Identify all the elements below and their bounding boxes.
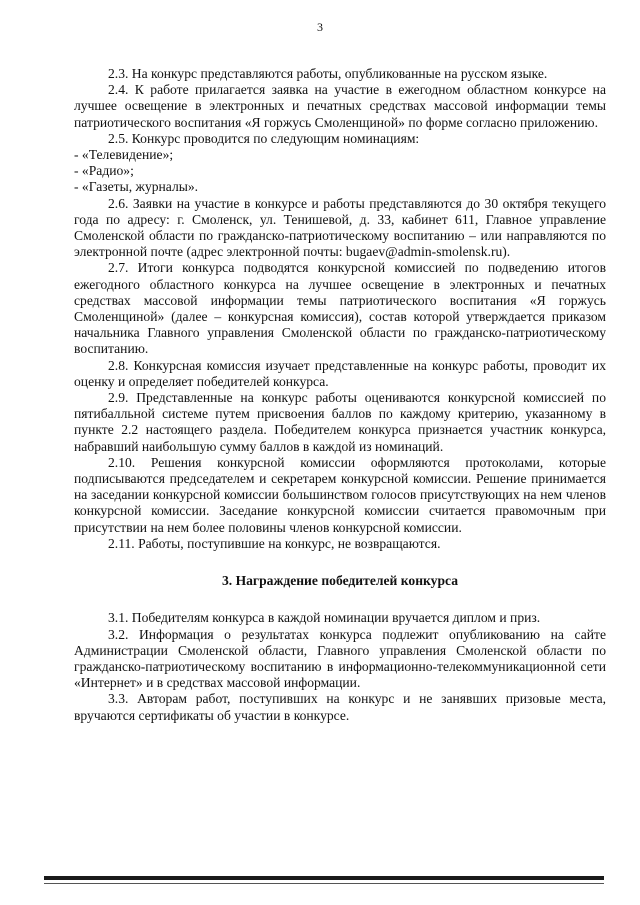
paragraph-2-6: 2.6. Заявки на участие в конкурсе и работы представляются до 30 октября текущего года по адресу: г. Смоленск, ул. Тенишевой, д. 33, кабинет 611, Главное управление Смоленской области по гражданско-патриотическому воспитанию – или направляются по электронной почте (адрес электронной почты: bugaev@admin-smolensk.ru). bbox=[74, 195, 606, 260]
paragraph-2-11: 2.11. Работы, поступившие на конкурс, не возвращаются. bbox=[108, 535, 441, 551]
paragraph-3-1: 3.1. Победителям конкурса в каждой номинации вручается диплом и приз. bbox=[108, 610, 541, 626]
paragraph-2-7: 2.7. Итоги конкурса подводятся конкурсной комиссией по подведению итогов ежегодного областного конкурса на лучшее освещение в электронных и печатных средствах массовой информации темы патриотического воспитания «Я горжусь Смоленщиной» (далее – конкурсная комиссия), состав которой утверждается приказом начальника Главного управления Смоленской области по гражданско-патриотическому воспитанию. bbox=[74, 260, 606, 357]
paragraph-2-3: 2.3. На конкурс представляются работы, опубликованные на русском языке. bbox=[108, 66, 548, 81]
paragraph-2-4: 2.4. К работе прилагается заявка на участие в ежегодном областном конкурсе на лучшее освещение в электронных и печатных средствах массовой информации темы патриотического воспитания «Я горжусь Смоленщиной» по форме согласно приложению. bbox=[74, 82, 606, 130]
paragraph-2-9: 2.9. Представленные на конкурс работы оцениваются конкурсной комиссией по пятибалльной системе путем присвоения баллов по каждому критерию, указанному в пункте 2.2 настоящего раздела. Победителем конкурса признается участник конкурса, набравший наибольшую сумму баллов в каждой из номинаций. bbox=[74, 390, 606, 454]
scan-bottom-edge-line bbox=[44, 883, 604, 884]
document-body bbox=[74, 66, 606, 724]
nomination-item: - «Газеты, журналы». bbox=[74, 179, 199, 195]
paragraph-3-3: 3.3. Авторам работ, поступивших на конкурс и не занявших призовые места, вручаются сертификаты об участии в конкурсе. bbox=[74, 691, 606, 723]
nomination-item: - «Телевидение»; bbox=[74, 147, 174, 163]
nomination-item: - «Радио»; bbox=[74, 163, 134, 179]
paragraph-2-5: 2.5. Конкурс проводится по следующим номинациям: bbox=[108, 130, 420, 146]
paragraph-2-8: 2.8. Конкурсная комиссия изучает представленные на конкурс работы, проводит их оценку и определяет победителей конкурса. bbox=[74, 357, 606, 389]
section-3-heading: 3. Награждение победителей конкурса bbox=[221, 573, 459, 589]
paragraph-2-10: 2.10. Решения конкурсной комиссии оформляются протоколами, которые подписываются председателем и секретарем конкурсной комиссии. Решение принимается на заседании конкурсной комиссии большинством голосов присутствующих на нем членов конкурсной комиссии. Заседание конкурсной комиссии считается правомочным при присутствии на нем более половины членов конкурсной комиссии. bbox=[74, 454, 606, 535]
scan-bottom-edge bbox=[44, 876, 604, 880]
paragraph-3-2: 3.2. Информация о результатах конкурса подлежит опубликованию на сайте Администрации Смоленской области, Главного управления Смоленской области по гражданско-патриотическому воспитанию в информационно-телекоммуникационной сети «Интернет» и в средствах массовой информации. bbox=[74, 626, 606, 691]
page-number: 3 bbox=[317, 20, 323, 34]
